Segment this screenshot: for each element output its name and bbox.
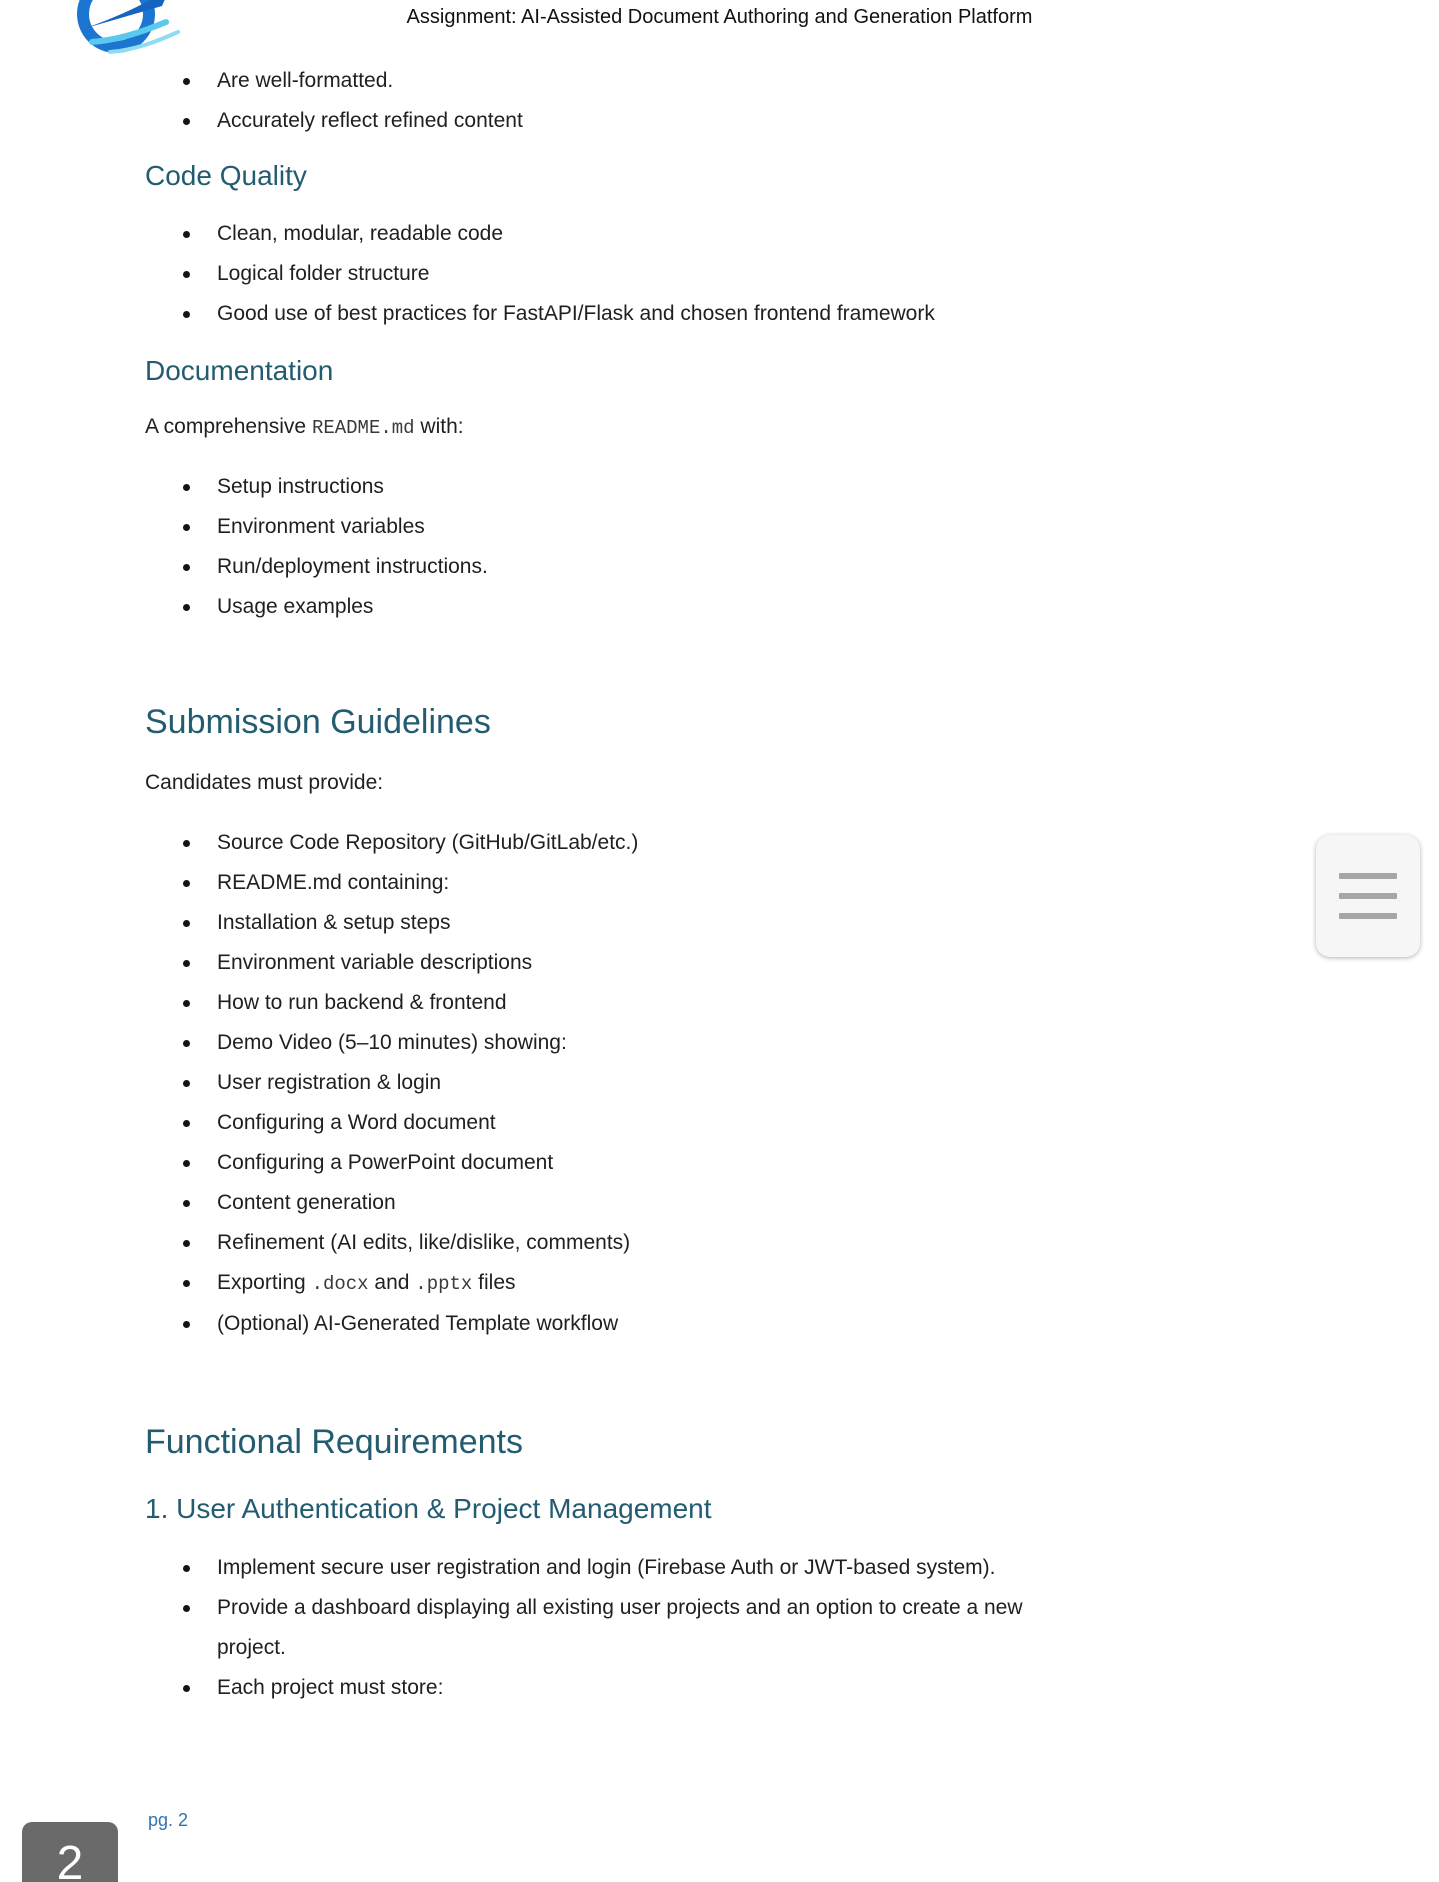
- submission-list: [145, 823, 1060, 1344]
- list-item: Content generation: [145, 1183, 1057, 1223]
- inline-code: .pptx: [415, 1273, 473, 1295]
- list-item: Source Code Repository (GitHub/GitLab/etc.): [145, 823, 1057, 863]
- hamburger-lines-icon: [1339, 873, 1397, 879]
- scroll-handle[interactable]: [1316, 835, 1420, 957]
- list-item: Good use of best practices for FastAPI/Flask and chosen frontend framework: [145, 294, 1057, 334]
- list-item: Each project must store:: [145, 1668, 1057, 1708]
- list-item-text: and: [368, 1271, 416, 1294]
- list-item: Configuring a PowerPoint document: [145, 1143, 1057, 1183]
- heading-code-quality: Code Quality: [145, 160, 307, 191]
- heading-functional-requirements: Functional Requirements: [145, 1423, 523, 1461]
- paragraph-text: A comprehensive: [145, 415, 312, 438]
- list-item: Provide a dashboard displaying all existing user projects and an option to create a new project.: [145, 1588, 1057, 1668]
- documentation-list: [145, 467, 1060, 627]
- intro-bullet-list: [145, 61, 1060, 141]
- heading-user-authentication: 1. User Authentication & Project Management: [145, 1493, 712, 1524]
- list-item: User registration & login: [145, 1063, 1057, 1103]
- hamburger-lines-icon: [1339, 893, 1397, 899]
- list-item: Logical folder structure: [145, 254, 1057, 294]
- list-item: Environment variables: [145, 507, 1057, 547]
- paragraph-text: with:: [414, 415, 464, 438]
- list-item-text: Exporting: [217, 1271, 312, 1294]
- list-item: Clean, modular, readable code: [145, 214, 1057, 254]
- list-item: README.md containing:: [145, 863, 1057, 903]
- heading-submission-guidelines: Submission Guidelines: [145, 703, 491, 741]
- code-quality-list: [145, 214, 1060, 334]
- hamburger-lines-icon: [1339, 913, 1397, 919]
- list-item: Implement secure user registration and login (Firebase Auth or JWT-based system).: [145, 1548, 1057, 1588]
- inline-code: .docx: [311, 1273, 369, 1295]
- list-item: Accurately reflect refined content: [145, 101, 1057, 141]
- heading-documentation: Documentation: [145, 355, 334, 386]
- list-item-text: files: [472, 1271, 516, 1294]
- list-item: How to run backend & frontend: [145, 983, 1057, 1023]
- list-item: Demo Video (5–10 minutes) showing:: [145, 1023, 1057, 1063]
- list-item: Environment variable descriptions: [145, 943, 1057, 983]
- list-item: (Optional) AI-Generated Template workflow: [145, 1304, 1057, 1344]
- page-number-badge: [22, 1822, 118, 1882]
- inline-code: README.md: [311, 417, 415, 439]
- list-item: Run/deployment instructions.: [145, 547, 1057, 587]
- functional-list: [145, 1548, 1060, 1708]
- list-item: Refinement (AI edits, like/dislike, comments): [145, 1223, 1057, 1263]
- list-item: Usage examples: [145, 587, 1057, 627]
- list-item: Configuring a Word document: [145, 1103, 1057, 1143]
- list-item: Are well-formatted.: [145, 61, 1057, 101]
- list-item: Installation & setup steps: [145, 903, 1057, 943]
- list-item: [145, 1263, 1057, 1304]
- submission-intro-paragraph: Candidates must provide:: [145, 771, 384, 794]
- footer-page-label: pg. 2: [148, 1810, 189, 1830]
- documentation-intro-paragraph: [145, 407, 1060, 448]
- page-number: 2: [56, 1837, 84, 1882]
- header-title: Assignment: AI-Assisted Document Authoring and Generation Platform: [406, 6, 1033, 28]
- list-item: Setup instructions: [145, 467, 1057, 507]
